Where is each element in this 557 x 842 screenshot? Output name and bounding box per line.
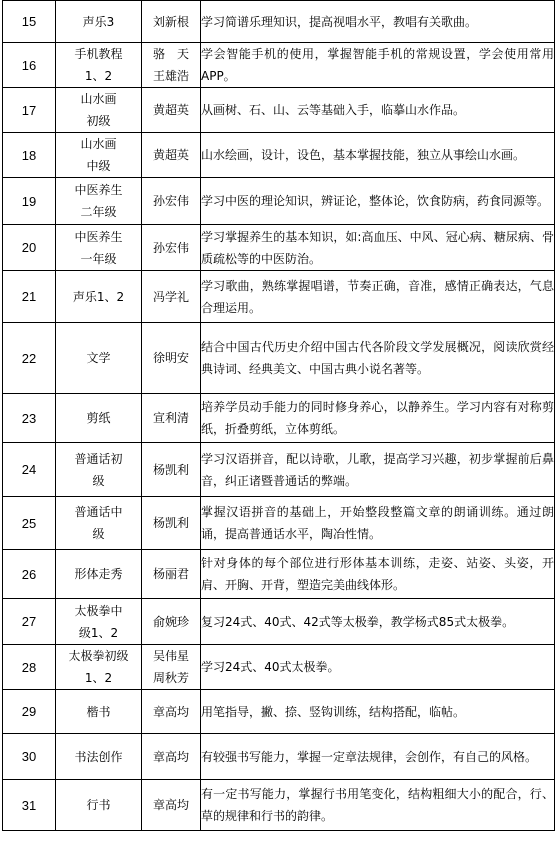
teacher-name: 黄超英 (152, 148, 189, 162)
course-name: 1、2 (84, 671, 113, 685)
course-description: 学会智能手机的使用，掌握智能手机的常规设置，学会使用常用APP。 (201, 43, 555, 88)
course-description: 学习中医的理论知识，辨证论，整体论，饮食防病，药食同源等。 (201, 178, 555, 225)
course-description: 山水绘画，设计，设色，基本掌握技能，独立从事绘山水画。 (201, 133, 555, 178)
course-name-cell (56, 443, 142, 497)
teacher-cell (142, 88, 201, 133)
course-description: 复习24式、40式、42式等太极拳，教学杨式85式太极拳。 (201, 599, 555, 645)
row-number: 24 (3, 443, 56, 497)
teacher-name: 王雄浩 (152, 69, 189, 83)
teacher-name: 杨凯利 (152, 462, 189, 477)
course-description: 用笔指导，撇、捺、竖钩训练，结构搭配，临帖。 (201, 690, 555, 734)
teacher-name: 骆 天 (152, 47, 189, 61)
teacher-cell (142, 271, 201, 323)
course-name: 声乐3 (82, 14, 115, 29)
course-name-cell (56, 394, 142, 443)
course-name-cell (56, 1, 142, 43)
teacher-cell (142, 599, 201, 645)
teacher-name: 冯学礼 (152, 289, 189, 304)
row-number: 19 (3, 178, 56, 225)
course-name: 手机教程 (74, 47, 123, 61)
table-row (3, 550, 555, 599)
teacher-name: 孙宏伟 (152, 194, 189, 208)
course-description: 从画树、石、山、云等基础入手，临摹山水作品。 (201, 88, 555, 133)
course-name-cell (56, 734, 142, 780)
course-description: 培养学员动手能力的同时修身养心，以静养生。学习内容有对称剪纸，折叠剪纸，立体剪纸。 (201, 394, 555, 443)
course-description: 学习24式、40式太极拳。 (201, 645, 555, 690)
row-number: 21 (3, 271, 56, 323)
course-name: 中医养生 (74, 183, 123, 197)
teacher-cell (142, 1, 201, 43)
course-description: 结合中国古代历史介绍中国古代各阶段文学发展概况，阅读欣赏经典诗词、经典美文、中国古典小说名著等。 (201, 323, 555, 394)
course-name: 文学 (86, 351, 111, 365)
row-number: 30 (3, 734, 56, 780)
teacher-name: 刘新根 (152, 14, 189, 29)
course-name: 普通话初 (74, 451, 123, 466)
teacher-name: 周秋芳 (152, 671, 189, 685)
course-description: 学习简谱乐理知识，提高视唱水平，教唱有关歌曲。 (201, 1, 555, 43)
teacher-name: 章高均 (152, 749, 189, 764)
course-name-cell (56, 550, 142, 599)
row-number: 23 (3, 394, 56, 443)
row-number: 27 (3, 599, 56, 645)
teacher-name: 宣利清 (152, 411, 189, 425)
row-number: 18 (3, 133, 56, 178)
course-name: 山水画 (80, 137, 117, 151)
course-description: 有一定书写能力，掌握行书用笔变化，结构粗细大小的配合，行、草的规律和行书的韵律。 (201, 780, 555, 831)
course-description: 掌握汉语拼音的基础上，开始整段整篇文章的朗诵训练。通过朗诵，提高普通话水平，陶冶性情。 (201, 497, 555, 550)
row-number: 20 (3, 225, 56, 271)
course-name-cell (56, 323, 142, 394)
teacher-cell (142, 550, 201, 599)
course-name: 楷书 (86, 704, 111, 719)
course-name-cell (56, 599, 142, 645)
course-name-cell (56, 178, 142, 225)
table-row (3, 271, 555, 323)
row-number: 16 (3, 43, 56, 88)
course-name-cell (56, 133, 142, 178)
table-row (3, 443, 555, 497)
course-table-body (3, 1, 555, 831)
table-row (3, 225, 555, 271)
table-row (3, 645, 555, 690)
course-name: 普通话中 (74, 505, 123, 519)
course-description: 学习汉语拼音，配以诗歌，儿歌，提高学习兴趣，初步掌握前后鼻音，纠正诸暨普通话的弊端。 (201, 443, 555, 497)
teacher-name: 俞婉珍 (152, 614, 189, 629)
teacher-cell (142, 323, 201, 394)
course-name-cell (56, 225, 142, 271)
row-number: 29 (3, 690, 56, 734)
teacher-cell (142, 178, 201, 225)
course-name: 书法创作 (74, 749, 123, 764)
course-name: 1、2 (84, 69, 113, 83)
row-number: 15 (3, 1, 56, 43)
course-description: 学习歌曲，熟练掌握唱谱，节奏正确，音准，感情正确表达，气息合理运用。 (201, 271, 555, 323)
teacher-name: 黄超英 (152, 103, 189, 117)
course-description: 针对身体的每个部位进行形体基本训练，走姿、站姿、头姿，开肩、开胸、开背，塑造完美曲线体形。 (201, 550, 555, 599)
table-row (3, 780, 555, 831)
teacher-name: 徐明安 (152, 351, 189, 365)
course-name: 太极拳初级 (68, 649, 129, 663)
row-number: 28 (3, 645, 56, 690)
table-row (3, 1, 555, 43)
row-number: 31 (3, 780, 56, 831)
row-number: 25 (3, 497, 56, 550)
teacher-cell (142, 497, 201, 550)
course-name-cell (56, 497, 142, 550)
course-name: 剪纸 (86, 411, 111, 425)
teacher-name: 孙宏伟 (152, 240, 189, 255)
row-number: 22 (3, 323, 56, 394)
teacher-cell (142, 780, 201, 831)
table-row (3, 323, 555, 394)
course-name: 中级 (86, 159, 111, 173)
teacher-cell (142, 734, 201, 780)
teacher-cell (142, 443, 201, 497)
table-row (3, 43, 555, 88)
table-row (3, 734, 555, 780)
course-name: 级 (92, 527, 105, 541)
course-description: 学习掌握养生的基本知识，如:高血压、中风、冠心病、糖尿病、骨质疏松等的中医防治。 (201, 225, 555, 271)
teacher-cell (142, 225, 201, 271)
teacher-name: 吴伟星 (152, 649, 189, 663)
teacher-cell (142, 133, 201, 178)
teacher-name: 杨凯利 (152, 516, 189, 530)
table-row (3, 88, 555, 133)
course-name: 声乐1、2 (72, 289, 125, 304)
course-name-cell (56, 43, 142, 88)
table-row (3, 133, 555, 178)
course-name: 中医养生 (74, 229, 123, 244)
course-name: 级1、2 (78, 625, 119, 640)
table-row (3, 178, 555, 225)
course-name: 级 (92, 473, 105, 488)
course-name-cell (56, 780, 142, 831)
course-name: 二年级 (80, 205, 117, 219)
teacher-name: 杨丽君 (152, 567, 189, 581)
teacher-cell (142, 690, 201, 734)
teacher-cell (142, 394, 201, 443)
row-number: 26 (3, 550, 56, 599)
course-name: 太极拳中 (74, 603, 123, 618)
table-row (3, 599, 555, 645)
teacher-name: 章高均 (152, 798, 189, 812)
table-row (3, 497, 555, 550)
teacher-cell (142, 645, 201, 690)
course-name: 一年级 (80, 251, 117, 266)
course-name: 行书 (86, 798, 111, 812)
table-row (3, 690, 555, 734)
course-name: 形体走秀 (74, 567, 123, 581)
teacher-cell (142, 43, 201, 88)
teacher-name: 章高均 (152, 704, 189, 719)
course-name-cell (56, 271, 142, 323)
course-name-cell (56, 645, 142, 690)
course-name: 山水画 (80, 92, 117, 106)
course-name-cell (56, 690, 142, 734)
course-name: 初级 (86, 114, 111, 128)
course-description: 有较强书写能力，掌握一定章法规律，会创作，有自己的风格。 (201, 734, 555, 780)
course-name-cell (56, 88, 142, 133)
course-table (2, 0, 555, 831)
table-row (3, 394, 555, 443)
row-number: 17 (3, 88, 56, 133)
